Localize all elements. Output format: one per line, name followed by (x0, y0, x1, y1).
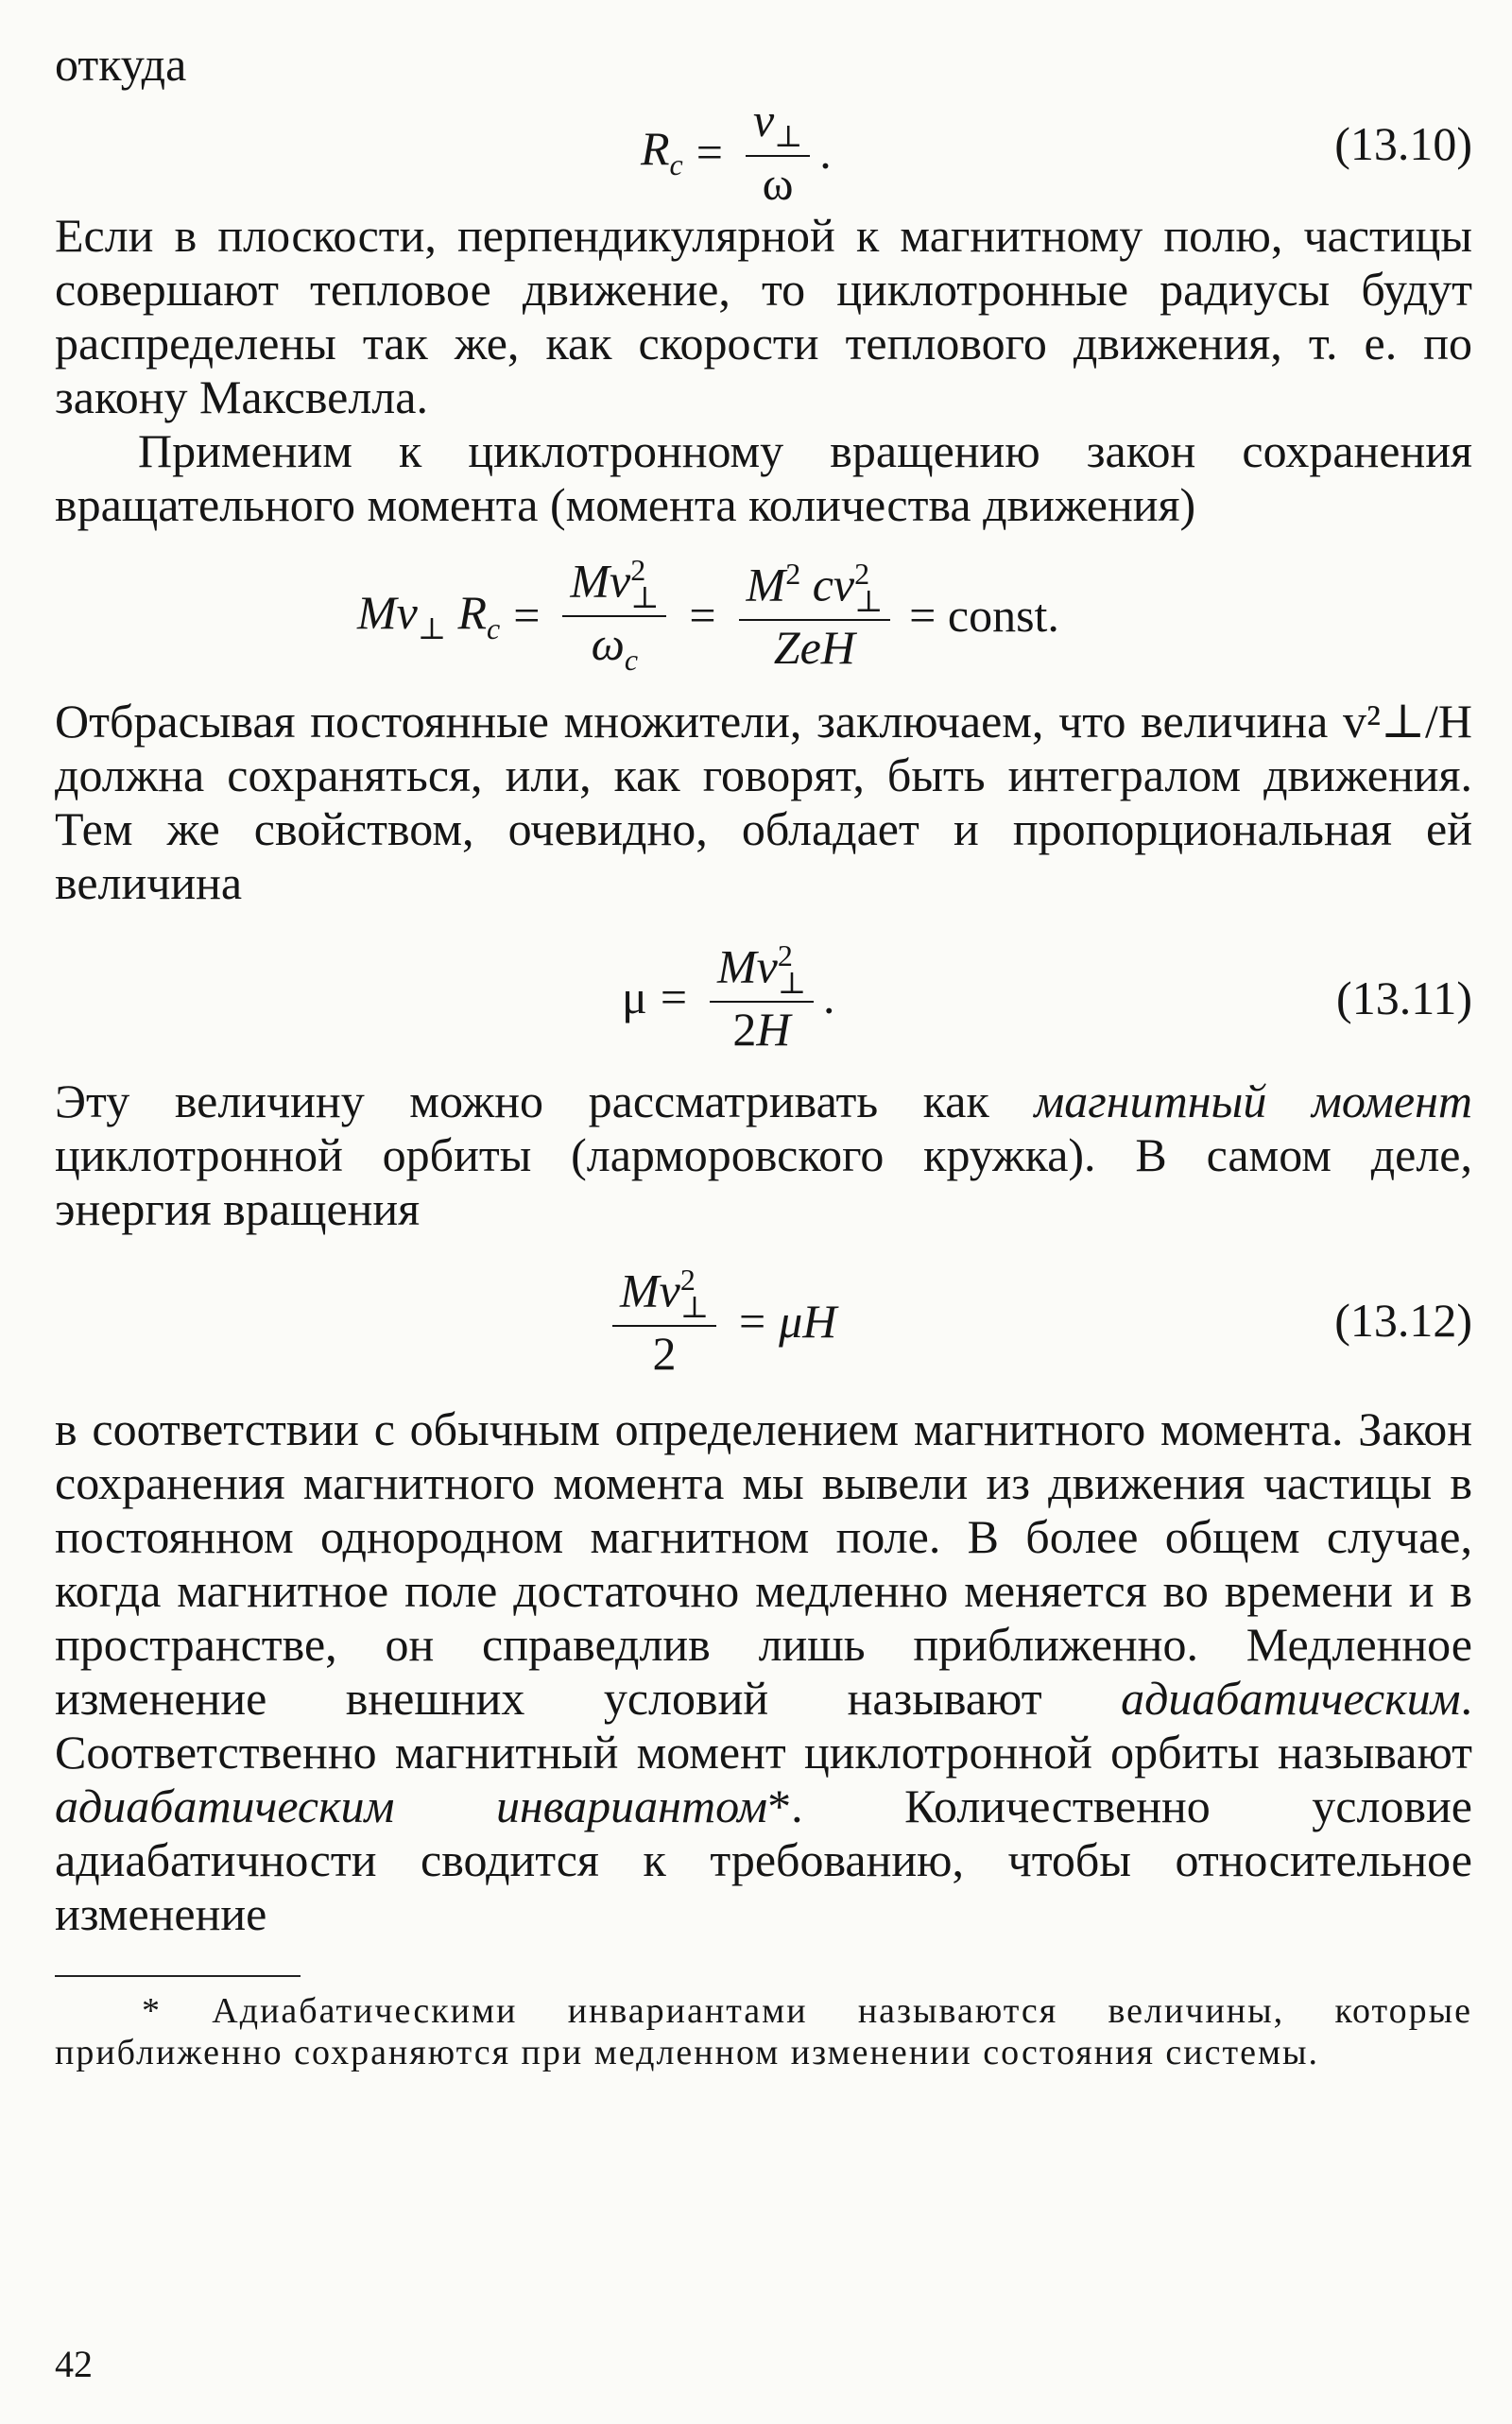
equation-13-10: $R_c$ = $\frac{v_\perp}{\omega}$ . (13.10) (641, 94, 1472, 210)
eq-1310-fraction: $\frac{v_\perp}{\omega}$ (746, 95, 810, 208)
paragraph-2: Применим к циклотронному вращению закон сохранения вращательного момента (момента количества движения) (55, 424, 1472, 531)
footnote: * Адиабатическими инвариантами называются величины, которые приближенно сохраняются при медленном изменении состояния системы. (55, 1991, 1472, 2072)
paragraph-1: Если в плоскости, перпендикулярной к магнитному полю, частицы совершают тепловое движение, то циклотронные радиусы будут распределены так же, как скорости теплового движения, т. е. по закону Максвелла. (55, 209, 1472, 423)
eq-1310-lhs: $R_c$ (641, 122, 683, 182)
italic-term: адиабатическим инвариантом (55, 1779, 768, 1832)
equation-13-12: $\frac{Mv^2_\perp}{2}$ = μH (13.12) (55, 1251, 1472, 1393)
const-label: = const. (909, 589, 1059, 643)
equation-conservation: $Mv_\perp$ $R_c$ = $\frac{Mv^2_\perp}{\omega_c}$ = $\frac{M^2 cv^2_\perp}{\text{ZeH}}$ = const. (357, 553, 1059, 678)
footnote-rule (55, 1975, 301, 1977)
paragraph-4: Эту величину можно рассматривать как магнитный момент циклотронной орбиты (ларморовского кружка). В самом деле, энергия вращения (55, 1074, 1473, 1235)
italic-term: магнитный момент (1034, 1074, 1473, 1127)
equation-number: (13.10) (1334, 117, 1472, 170)
equation-13-11: μ = $\frac{Mv^2_\perp}{2H}$ . (13.11) (622, 938, 1472, 1057)
page-body (55, 38, 1472, 2073)
equation-number: (13.11) (1336, 971, 1472, 1024)
paragraph-3: Отбрасывая постоянные множители, заключаем, что величина v²⊥/H должна сохраняться, или, как говорят, быть интегралом движения. Тем же свойством, очевидно, обладает и пропорциональная ей величина (55, 695, 1472, 909)
paragraph-5: в соответствии с обычным определением магнитного момента. Закон сохранения магнитного момента мы вывели из движения частицы в постоянном однородном магнитном поле. В более общем случае, когда магнитное поле достаточно медленно меняется во времени и в пространстве, он справедлив лишь приближенно. Медленное изменение внешних условий называют адиабатическим. Соответственно магнитный момент циклотронной орбиты называют адиабатическим инвариантом*. Количественно условие адиабатичности сводится к требованию, чтобы относительное изменение (55, 1402, 1473, 1940)
equation-number: (13.12) (1334, 1294, 1472, 1347)
italic-term: адиабатическим (1121, 1672, 1461, 1725)
page-number: 42 (55, 2343, 93, 2385)
lead-word: откуда (55, 38, 187, 91)
